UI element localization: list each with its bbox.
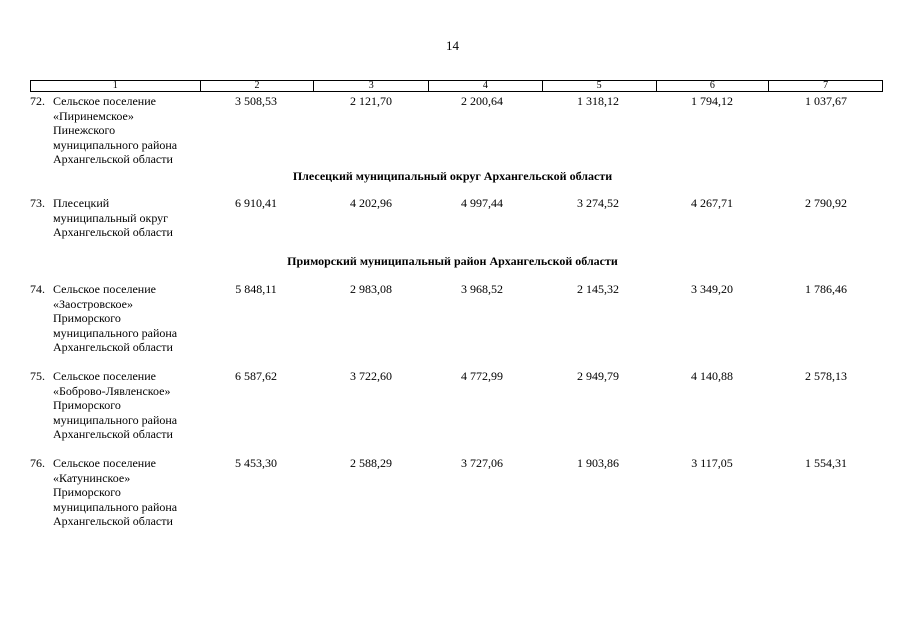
cell-value: 3 349,20 xyxy=(691,282,733,296)
section-heading: Приморский муниципальный район Архангельской области xyxy=(287,254,618,268)
header-cell: 3 xyxy=(313,81,428,91)
cell-value: 6 910,41 xyxy=(235,196,277,210)
cell-value: 1 554,31 xyxy=(805,456,847,470)
cell-value: 5 453,30 xyxy=(235,456,277,470)
cell-value: 4 997,44 xyxy=(461,196,503,210)
cell-value: 2 145,32 xyxy=(577,282,619,296)
cell-value: 2 790,92 xyxy=(805,196,847,210)
header-cell: 1 xyxy=(112,80,118,91)
cell-value: 4 267,71 xyxy=(691,196,733,210)
header-cell: 5 xyxy=(542,81,656,91)
header-cell: 4 xyxy=(428,81,542,91)
header-cell: 2 xyxy=(200,81,314,91)
row-name: Сельское поселение «Пиринемское» Пинежского муниципального района Архангельской области xyxy=(53,94,178,166)
row-number: 73. xyxy=(30,196,45,210)
row-number: 74. xyxy=(30,282,45,296)
cell-value: 2 200,64 xyxy=(461,94,503,108)
cell-value: 4 772,99 xyxy=(461,369,503,383)
header-cell: 6 xyxy=(656,81,769,91)
cell-value: 3 508,53 xyxy=(235,94,277,108)
cell-value: 2 983,08 xyxy=(350,282,392,296)
cell-value: 2 588,29 xyxy=(350,456,392,470)
cell-value: 1 037,67 xyxy=(805,94,847,108)
page-number: 14 xyxy=(446,38,459,53)
cell-value: 6 587,62 xyxy=(235,369,277,383)
cell-value: 3 117,05 xyxy=(691,456,733,470)
cell-value: 1 318,12 xyxy=(577,94,619,108)
row-number: 72. xyxy=(30,94,45,108)
header-cell: 7 xyxy=(768,81,882,91)
cell-value: 1 794,12 xyxy=(691,94,733,108)
row-name: Плесецкий муниципальный округ Архангельской области xyxy=(53,196,173,239)
cell-value: 5 848,11 xyxy=(235,282,277,296)
cell-value: 3 722,60 xyxy=(350,369,392,383)
table-header-row xyxy=(30,80,883,92)
section-heading: Плесецкий муниципальный округ Архангельской области xyxy=(292,169,613,183)
cell-value: 4 202,96 xyxy=(350,196,392,210)
row-name: Сельское поселение «Боброво-Лявленское» Приморского муниципального района Архангельской области xyxy=(53,369,178,441)
cell-value: 3 274,52 xyxy=(577,196,619,210)
cell-value: 2 949,79 xyxy=(577,369,619,383)
cell-value: 1 903,86 xyxy=(577,456,619,470)
row-name: Сельское поселение «Заостровское» Приморского муниципального района Архангельской области xyxy=(53,282,178,354)
row-name: Сельское поселение «Катунинское» Приморского муниципального района Архангельской области xyxy=(53,456,178,528)
cell-value: 4 140,88 xyxy=(691,369,733,383)
cell-value: 3 968,52 xyxy=(461,282,503,296)
row-number: 75. xyxy=(30,369,45,383)
cell-value: 1 786,46 xyxy=(805,282,847,296)
cell-value: 2 578,13 xyxy=(805,369,847,383)
cell-value: 3 727,06 xyxy=(461,456,503,470)
row-number: 76. xyxy=(30,456,45,470)
cell-value: 2 121,70 xyxy=(350,94,392,108)
